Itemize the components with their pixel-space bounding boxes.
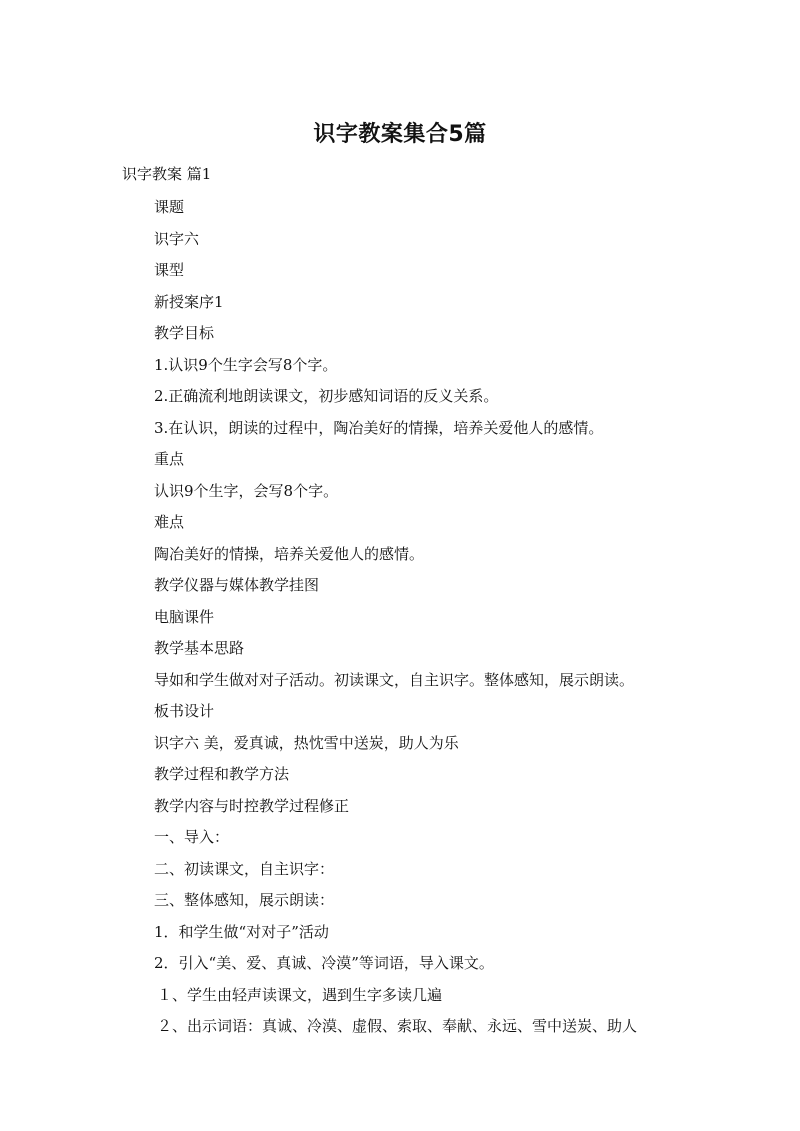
body-line: 新授案序1	[154, 292, 224, 311]
body-line: 2．引入“美、爱、真诚、冷漠”等词语，导入课文。	[154, 954, 494, 972]
body-line: 认识9个生字，会写8个字。	[154, 481, 339, 500]
body-line: 陶冶美好的情操，培养关爱他人的感情。	[154, 544, 425, 563]
body-line: 教学过程和教学方法	[154, 765, 290, 783]
body-line: ２、出示词语：真诚、冷漠、虚假、索取、奉献、永远、雪中送炭、助人	[157, 1017, 638, 1035]
body-line: 识字六	[154, 229, 200, 248]
body-line: １、学生由轻声读课文，遇到生字多读几遍	[157, 985, 443, 1004]
body-line: 三、整体感知，展示朗读：	[154, 891, 335, 909]
body-line: 课题	[154, 198, 185, 216]
body-line: 识字六 美，爱真诚，热忱雪中送炭，助人为乐	[154, 733, 459, 752]
document-body	[154, 192, 714, 1043]
body-line: 板书设计	[154, 702, 215, 720]
body-line: 1.认识9个生字会写8个字。	[154, 355, 338, 374]
body-line: 2.正确流利地朗读课文，初步感知词语的反义关系。	[154, 387, 499, 405]
body-line: 1．和学生做“对对子”活动	[154, 922, 329, 941]
section-heading: 识字教案 篇1	[122, 165, 212, 183]
body-line: 导如和学生做对对子活动。初读课文，自主识字。整体感知，展示朗读。	[154, 670, 635, 689]
body-line: 二、初读课文，自主识字：	[154, 859, 335, 878]
body-line: 教学仪器与媒体教学挂图	[154, 576, 320, 594]
document-title: 识字教案集合5篇	[313, 122, 487, 147]
body-line: 教学内容与时控教学过程修正	[154, 796, 350, 815]
body-line: 课型	[154, 261, 185, 279]
body-line: 3.在认识，朗读的过程中，陶冶美好的情操，培养关爱他人的感情。	[154, 418, 604, 437]
body-line: 教学基本思路	[154, 639, 245, 657]
body-line: 教学目标	[154, 324, 215, 342]
body-line: 电脑课件	[154, 607, 215, 626]
body-line: 一、导入：	[154, 828, 230, 846]
body-line: 难点	[154, 513, 185, 531]
body-line: 重点	[154, 450, 185, 468]
